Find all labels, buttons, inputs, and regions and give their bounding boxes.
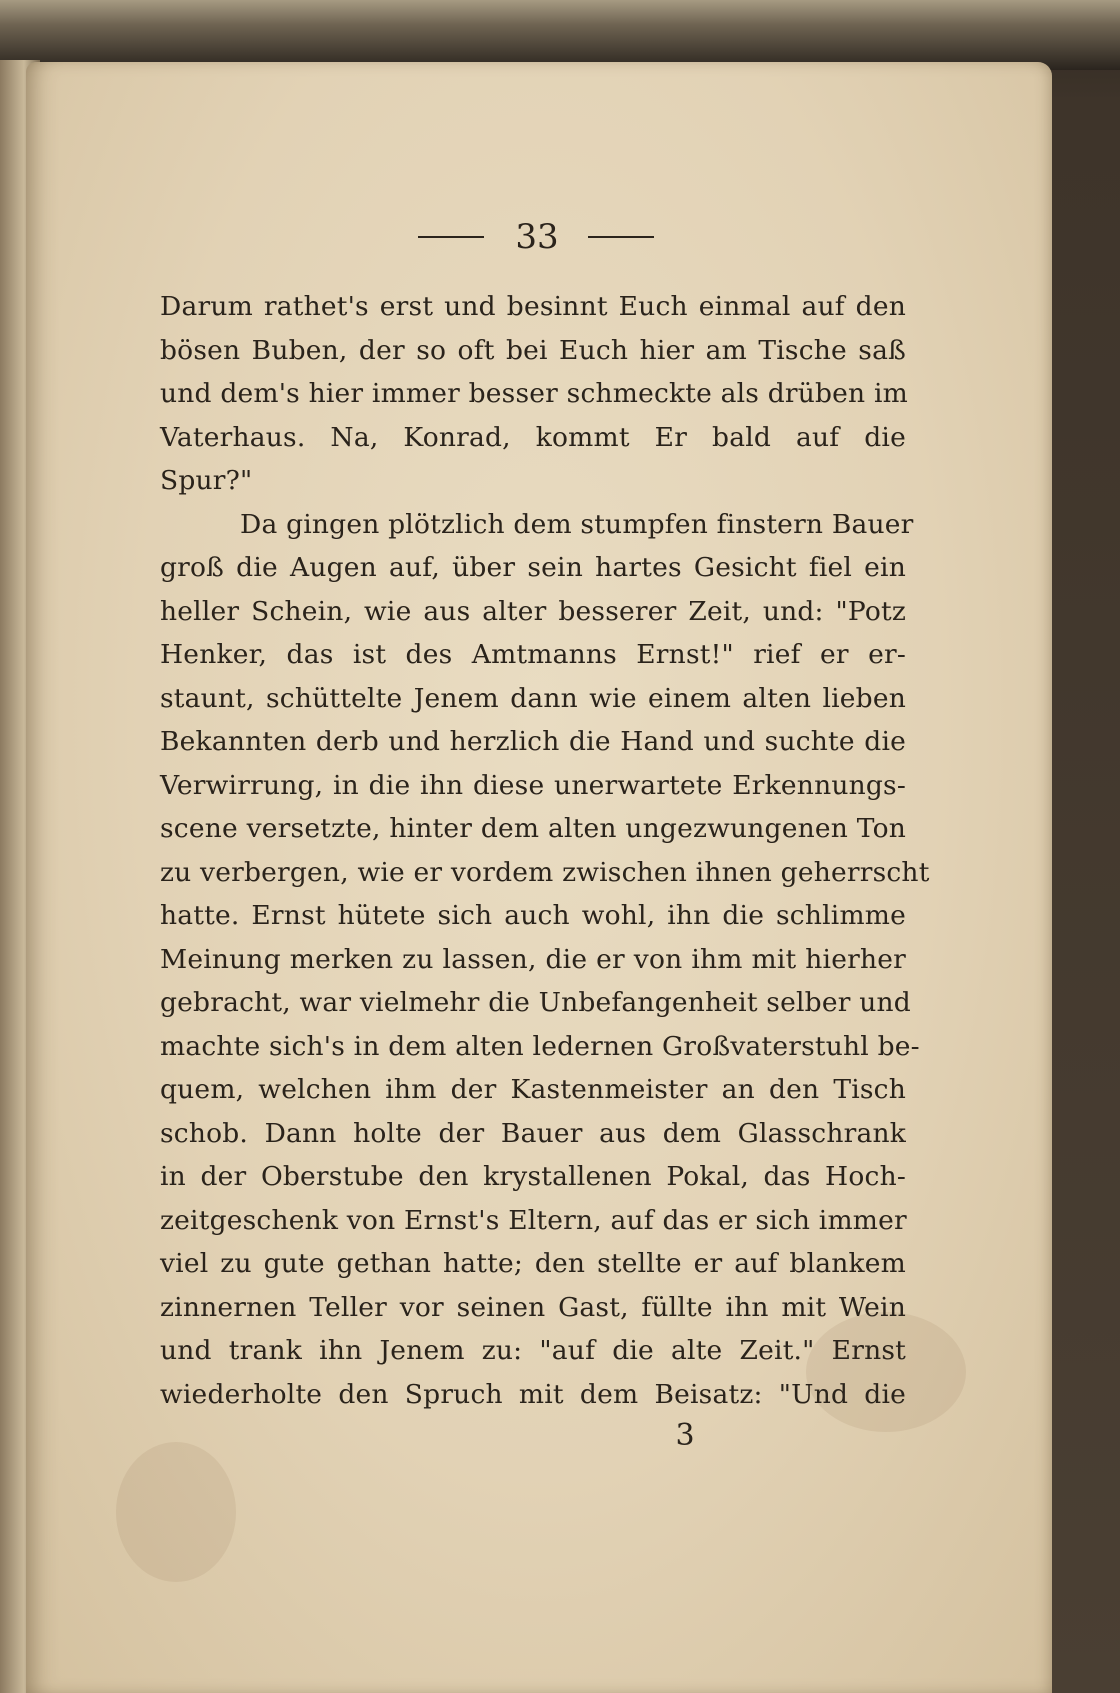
text-line: und trank ihn Jenem zu: "auf die alte Zeit." Ernst [160, 1335, 906, 1366]
text-line: Spur?" [160, 465, 253, 496]
paper-stain [116, 1442, 236, 1582]
text-line: Verwirrung, in die ihn diese unerwartete Erkennungs- [160, 769, 906, 801]
text-line: Vaterhaus. Na, Konrad, kommt Er bald auf die [160, 421, 906, 453]
text-line: Henker, das ist des Amtmanns Ernst!" rief er er- [160, 639, 906, 670]
body-text [160, 285, 930, 1416]
signature-mark: 3 [675, 1418, 695, 1453]
text-line: wiederholte den Spruch mit dem Beisatz: "Und die [160, 1378, 906, 1410]
text-line: quem, welchen ihm der Kastenmeister an den Tisch [160, 1074, 906, 1105]
text-line: heller Schein, wie aus alter besserer Zeit, und: "Potz [160, 595, 906, 627]
book-cover-edge [0, 0, 1120, 70]
text-line: schob. Dann holte der Bauer aus dem Glasschrank [160, 1117, 906, 1149]
text-line: groß die Augen auf, über sein hartes Gesicht fiel ein [160, 552, 906, 583]
page-number: 33 [515, 217, 559, 257]
text-line: Da gingen plötzlich dem stumpfen finstern Bauer [240, 508, 914, 540]
text-line: in der Oberstube den krystallenen Pokal, das Hoch- [160, 1161, 906, 1192]
text-line: Darum rathet's erst und besinnt Euch einmal auf den [160, 291, 906, 322]
text-line: Bekannten derb und herzlich die Hand und suchte die [160, 726, 906, 757]
text-line: hatte. Ernst hütete sich auch wohl, ihn die schlimme [160, 900, 906, 931]
text-line: viel zu gute gethan hatte; den stellte er auf blankem [160, 1248, 906, 1279]
text-line: machte sich's in dem alten ledernen Großvaterstuhl be- [160, 1030, 920, 1062]
text-line: scene versetzte, hinter dem alten ungezwungenen Ton [160, 813, 906, 844]
text-line: zeitgeschenk von Ernst's Eltern, auf das er sich immer [160, 1204, 907, 1236]
text-line: gebracht, war vielmehr die Unbefangenheit selber und [160, 987, 911, 1018]
text-line: und dem's hier immer besser schmeckte als drüben im [160, 378, 908, 409]
header-rule-right [588, 236, 654, 238]
text-line: staunt, schüttelte Jenem dann wie einem alten lieben [160, 682, 906, 714]
header-rule-left [418, 236, 484, 238]
text-line: zu verbergen, wie er vordem zwischen ihnen geherrscht [160, 856, 930, 888]
text-line: bösen Buben, der so oft bei Euch hier am Tische saß [160, 334, 906, 366]
page-header [0, 212, 1120, 262]
text-line: zinnernen Teller vor seinen Gast, füllte ihn mit Wein [160, 1291, 906, 1323]
text-line: Meinung merken zu lassen, die er von ihm mit hierher [160, 943, 906, 975]
